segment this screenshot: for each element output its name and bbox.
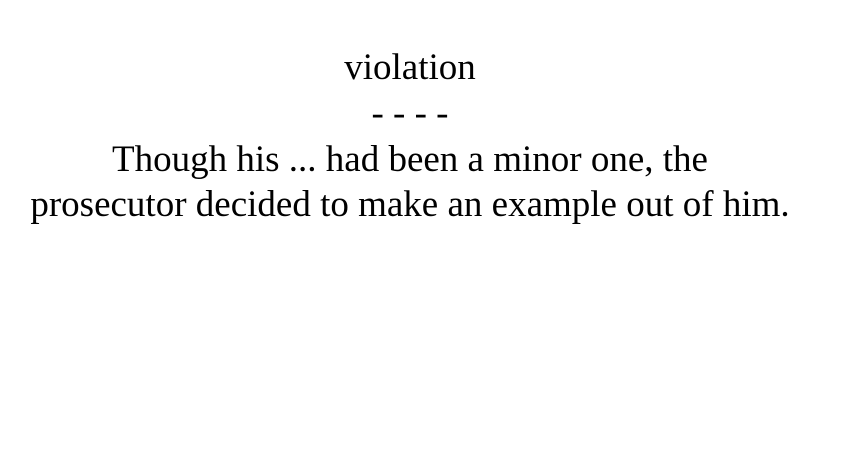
example-sentence: Though his ... had been a minor one, the prosecutor decided to make an example out of him. — [30, 139, 790, 225]
vocabulary-word: violation — [344, 47, 476, 88]
separator-dashes: - - - - — [371, 93, 449, 134]
